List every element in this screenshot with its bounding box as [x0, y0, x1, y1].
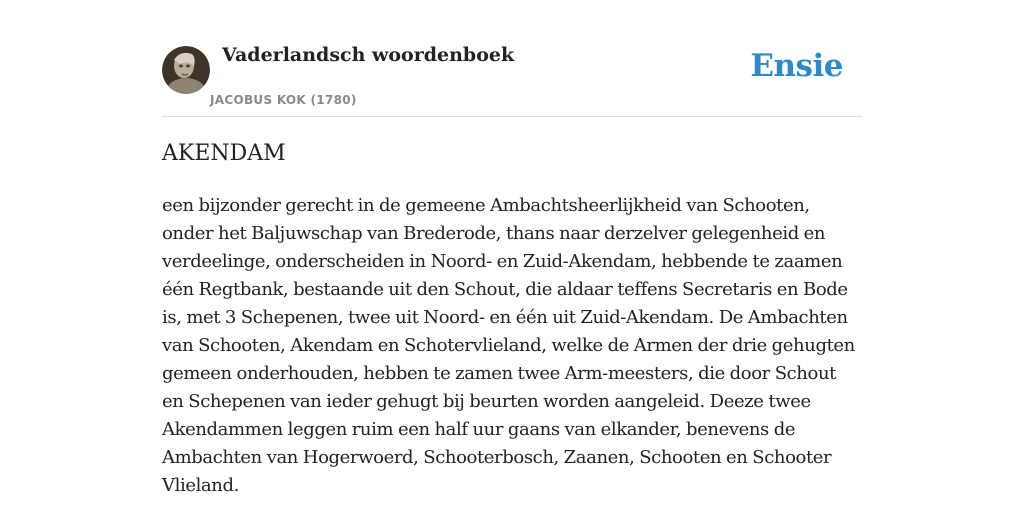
page-header — [162, 0, 862, 117]
entry-card — [162, 0, 862, 496]
entry-definition-text: een bijzonder gerecht in de gemeene Ambachtsheerlijkheid van Schooten, onder het Baljuwschap van Brederode, thans naar derzelver gelegenheid en verdeelinge, onderscheiden in Noord- en Zuid-Akendam, hebbende te zaamen één Regtbank, bestaande uit den Schout, die aldaar teffens Secretaris en Bode is, met 3 Schepenen, twee uit Noord- en één uit Zuid-Akendam. De Ambachten van Schooten, Akendam en Schotervlieland, welke de Armen der drie gehugten gemeen onderhouden, hebben te zamen twee Arm-meesters, die door Schout en Schepenen van ieder gehugt bij beurten worden aangeleid. Deeze twee Akendammen leggen ruim een half uur gaans van elkander, benevens de Ambachten van Hogerwoerd, Schooterbosch, Zaanen, Schooten en Schooter Vlieland. — [162, 195, 855, 496]
book-title[interactable]: Vaderlandsch woordenboek — [222, 44, 515, 66]
entry-title: AKENDAM — [162, 141, 286, 166]
author-portrait-avatar[interactable] — [162, 46, 210, 94]
ensie-logo[interactable]: Ensie — [750, 48, 843, 84]
author-label[interactable]: JACOBUS KOK (1780) — [210, 93, 357, 107]
